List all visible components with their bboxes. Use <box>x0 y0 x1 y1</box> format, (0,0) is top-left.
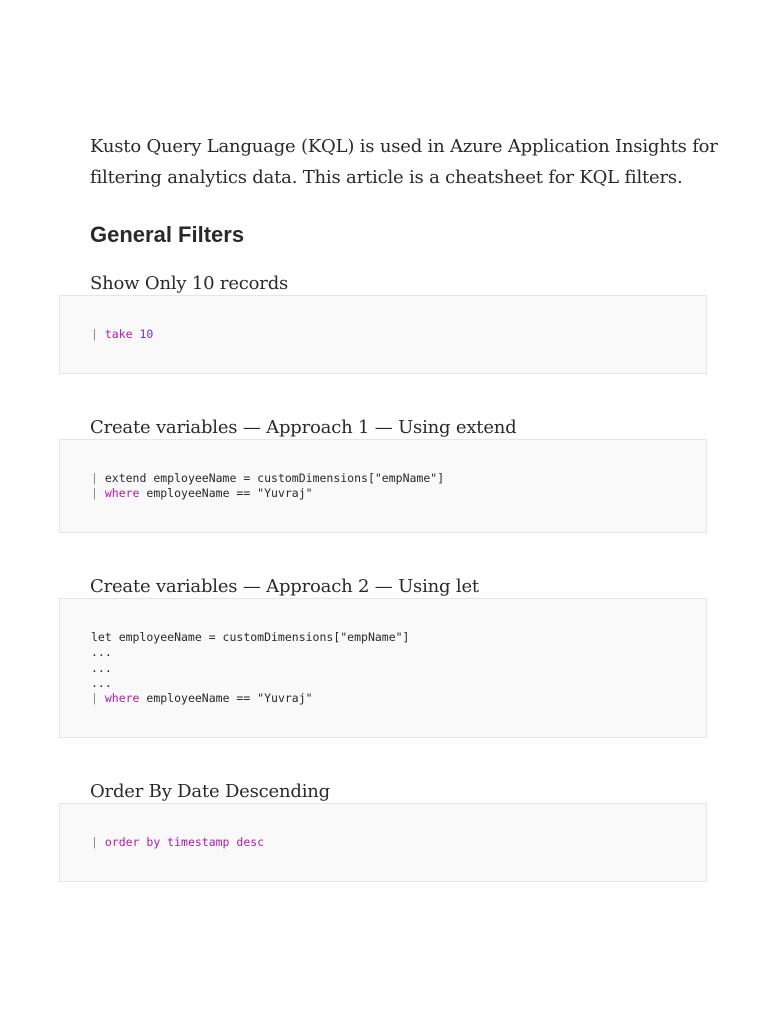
number-token: 10 <box>132 327 154 341</box>
code-text[interactable] <box>91 835 264 850</box>
code-token: ... <box>91 645 112 660</box>
keyword-token: order by timestamp desc <box>104 835 265 849</box>
block-label-let: Create variables — Approach 2 — Using let <box>90 576 479 597</box>
code-block-let[interactable] <box>59 598 707 738</box>
block-label-extend: Create variables — Approach 1 — Using extend <box>90 417 517 438</box>
pipe-token: | <box>91 471 105 485</box>
intro-paragraph <box>90 131 730 193</box>
code-text[interactable] <box>91 630 410 706</box>
keyword-token: take <box>104 327 133 341</box>
pipe-token: | <box>91 327 105 341</box>
code-token: extend employeeName = customDimensions["empName"] <box>104 471 445 485</box>
code-block-extend[interactable] <box>59 439 707 533</box>
block-label-order: Order By Date Descending <box>90 781 330 802</box>
intro-line-1: Kusto Query Language (KQL) is used in Azure Application Insights for <box>90 136 718 157</box>
code-token: ... <box>91 660 112 675</box>
code-block-take[interactable] <box>59 295 707 374</box>
pipe-token: | <box>91 835 105 849</box>
keyword-token: where <box>104 486 140 501</box>
code-token: employeeName == "Yuvraj" <box>139 486 313 501</box>
pipe-token: | <box>91 691 105 706</box>
keyword-token: where <box>104 691 140 706</box>
code-token: ... <box>91 675 112 690</box>
pipe-token: | <box>91 486 105 501</box>
code-token: employeeName == "Yuvraj" <box>139 691 313 706</box>
code-block-order[interactable] <box>59 803 707 882</box>
code-text[interactable] <box>91 471 444 502</box>
code-token: let employeeName = customDimensions["empName"] <box>91 630 410 644</box>
section-heading: General Filters <box>90 222 245 247</box>
code-text[interactable] <box>91 327 153 342</box>
intro-line-2: filtering analytics data. This article is a cheatsheet for KQL filters. <box>90 167 683 188</box>
block-label-take: Show Only 10 records <box>90 273 289 294</box>
